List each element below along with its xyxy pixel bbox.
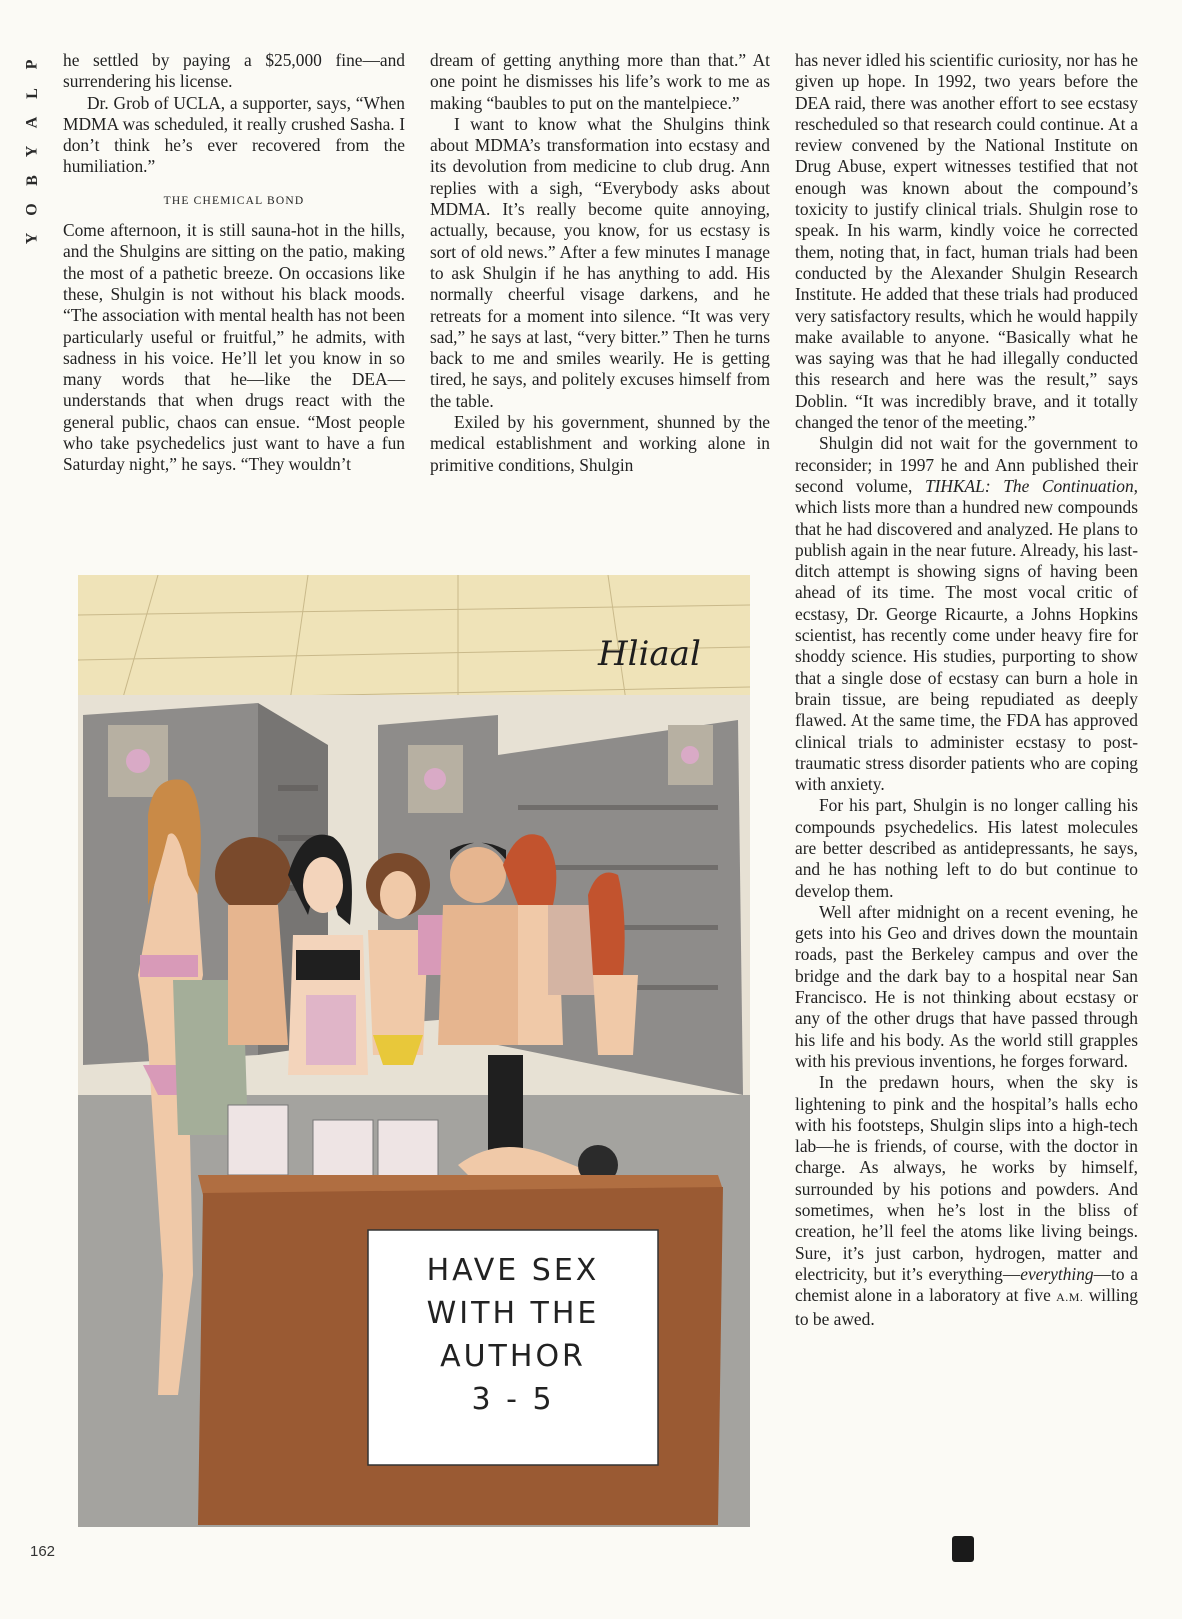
paragraph: Exiled by his government, shunned by the medical establishment and working alone in primitive conditions, Shulgin <box>430 412 770 475</box>
paragraph: For his part, Shulgin is no longer calling his compounds psychedelics. His latest molecules are better described as antidepressants, he says, and he has nothing left to do but continue to develop them. <box>795 795 1138 901</box>
paragraph: he settled by paying a $25,000 fine—and surrendering his license. <box>63 50 405 92</box>
paragraph: Well after midnight on a recent evening, he gets into his Geo and drives down the mountain roads, past the Berkeley campus and over the bridge and the dark bay to a hospital near San Francisco. He is not thinking about ecstasy or any of the other drugs that have passed through his life and his body. As the world still grapples with his previous inventions, he forges forward. <box>795 901 1138 1071</box>
column-3 <box>795 50 1138 1330</box>
text-run: which lists more than a hundred new compounds that he had discovered and analyzed. He plans to publish again in the near future. Already, his last-ditch attempt is showing signs of having been ahead of its time. The most vocal critic of ecstasy, Dr. George Ricaurte, a Johns Hopkins scientist, has recently come under heavy fire for shoddy science. His studies, purporting to show that a single dose of ecstasy can burn a hole in brain tissue, are being repudiated as deeply flawed. At the same time, the FDA has approved clinical trials to administer ecstasy to post-traumatic stress disorder patients who are coping with anxiety. <box>795 497 1138 795</box>
text-run: willing to be awed. <box>795 1285 1139 1329</box>
paragraph: has never idled his scientific curiosity, nor has he given up hope. In 1992, two years before the DEA raid, there was another effort to see ecstasy rescheduled so that research could continue. At a review convened by the National Institute on Drug Abuse, expert witnesses testified that not enough was known about the compound’s toxicity to justify clinical trials. Shulgin rose to speak. In his warm, kindly voice he corrected them, noting that, in fact, human trials had been conducted by the Alexander Shulgin Research Institute. He added that these trials had produced very satisfactory results, which he would happily make available to anyone. “Basically what he was saying was that he had illegally conducted this research and here was the result,” says Doblin. “It was incredibly brave, and it totally changed the tenor of the meeting.” <box>795 50 1138 433</box>
side-letter: B <box>23 175 41 186</box>
paragraph: Dr. Grob of UCLA, a supporter, says, “When MDMA was scheduled, it really crushed Sasha. I don’t think he’s ever recovered from the humiliation.” <box>63 92 405 177</box>
text-run: In the predawn hours, when the sky is lightening to pink and the hospital’s halls echo with his footsteps, Shulgin slips into a high-tech lab—he is friends, of course, with the doctor in charge. As always, he works by himself, surrounded by his potions and powders. And sometimes, when he’s lost in the bliss of creation, he’ll feel the atoms like living beings. Sure, it’s just carbon, hydrogen, matter and electricity, but it’s everything— <box>795 1072 1138 1284</box>
side-letter: L <box>23 88 41 99</box>
side-letter: P <box>23 59 41 70</box>
small-caps: A.M. <box>1056 1290 1084 1305</box>
sign-line: WITH THE <box>426 1296 600 1331</box>
side-letter: O <box>23 203 41 216</box>
side-letter: Y <box>23 232 41 245</box>
side-label <box>22 50 42 253</box>
sign-line: AUTHOR <box>440 1339 586 1374</box>
artist-signature: Hliaal <box>598 634 701 674</box>
page-number: 162 <box>30 1543 56 1560</box>
side-letter: A <box>23 116 41 129</box>
side-letter: Y <box>23 145 41 158</box>
paragraph: dream of getting anything more than that.” At one point he dismisses his life’s work to me as making “baubles to put on the mantelpiece.” <box>430 50 770 113</box>
paragraph: I want to know what the Shulgins think about MDMA’s transformation into ecstasy and its devolution from medicine to club drug. Ann replies with a sigh, “Everybody asks about MDMA. It’s really become quite annoying, actually, because, you know, for us ecstasy is sort of old news.” After a few minutes I manage to ask Shulgin if he has anything to add. His normally cheerful visage darkens, and he retreats for a moment into silence. “It was very sad,” he says at last, “very bitter.” Then he turns back to me and smiles wearily. He is getting tired, he says, and politely excuses himself from the table. <box>430 113 770 411</box>
cartoon-illustration <box>78 575 750 1527</box>
paragraph <box>795 433 1138 795</box>
text-run: Shulgin did not wait for the government to reconsider; in 1997 he and Ann published their second volume, <box>795 433 1138 496</box>
sign-line: 3 - 5 <box>471 1382 555 1417</box>
playboy-bunny-icon <box>952 1536 974 1562</box>
section-heading: THE CHEMICAL BOND <box>163 194 305 207</box>
paragraph <box>795 1072 1138 1330</box>
book-title: TIHKAL: The Continuation, <box>924 475 1138 496</box>
emphasis: everything <box>1020 1263 1094 1284</box>
paragraph: Come afternoon, it is still sauna-hot in the hills, and the Shulgins are sitting on the patio, making the most of a pathetic breeze. On occasions like these, Shulgin is not without his black moods. “The association with mental health has not been particularly useful or fruitful,” he admits, with sadness in his voice. He’ll let you know in so many words that he—like the DEA—understands that when drugs react with the general public, chaos can ensue. “Most people who take psychedelics just want to have a fun Saturday night,” he says. “They wouldn’t <box>63 220 405 475</box>
column-2 <box>430 50 770 476</box>
text-run: —to a chemist alone in a laboratory at five <box>795 1263 1139 1306</box>
column-1 <box>63 50 405 476</box>
sign-line: HAVE SEX <box>426 1253 600 1288</box>
